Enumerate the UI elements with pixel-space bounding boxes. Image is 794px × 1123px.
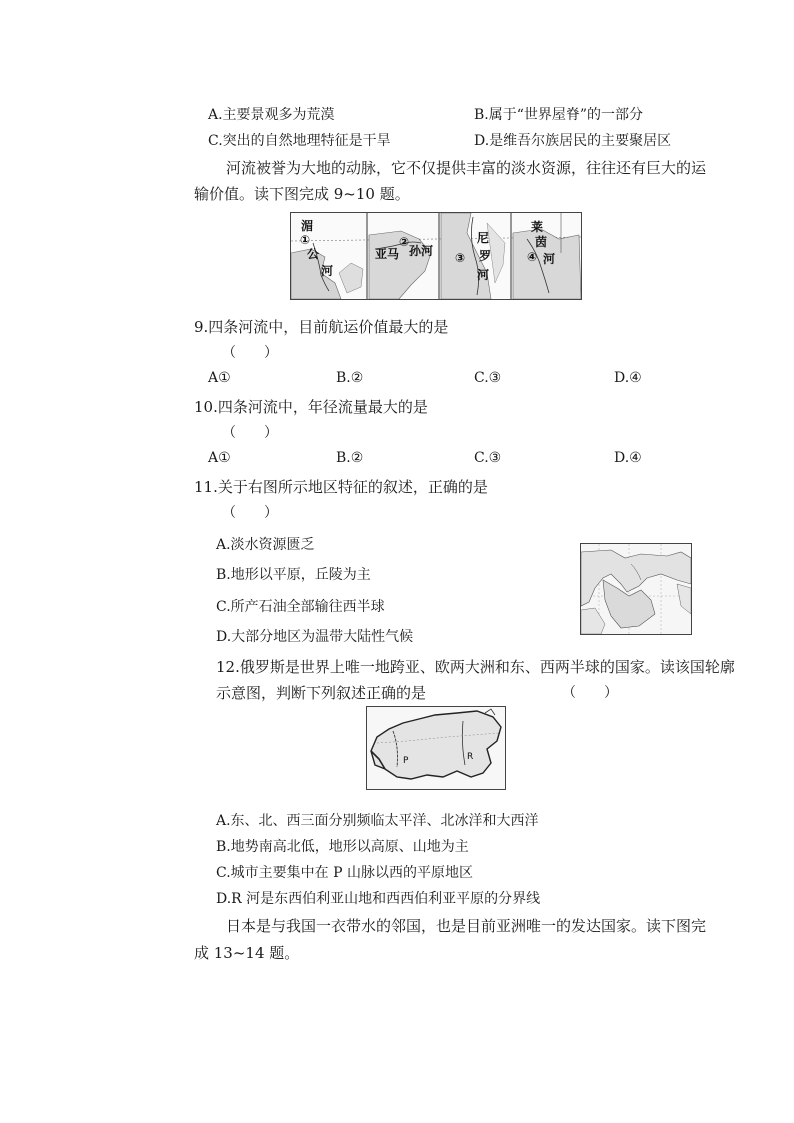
river4-number: ④ bbox=[527, 250, 538, 264]
river1-char1: 湄 bbox=[301, 219, 314, 233]
q10-stem: 10.四条河流中，年径流量最大的是 bbox=[194, 398, 428, 416]
river3-number: ③ bbox=[455, 251, 466, 265]
middle-east-map bbox=[580, 543, 692, 635]
russia-map-label-r: R bbox=[467, 752, 474, 762]
q11-option-c: C.所产石油全部输往西半球 bbox=[216, 599, 385, 615]
rivers-intro-line2: 输价值。读下图完成 9~10 题。 bbox=[194, 185, 410, 203]
river4-char2: 茵 bbox=[535, 235, 548, 249]
q11-answer-paren: （ ） bbox=[222, 505, 278, 521]
river2-number: ② bbox=[399, 235, 410, 249]
river3-char2: 罗 bbox=[479, 249, 492, 263]
river3-char1: 尼 bbox=[477, 231, 490, 245]
q8-option-b: B.属于“世界屋脊”的一部分 bbox=[474, 107, 644, 123]
q9-option-c: C.③ bbox=[474, 370, 502, 386]
q9-stem: 9.四条河流中，目前航运价值最大的是 bbox=[194, 318, 449, 336]
q9-option-a: A① bbox=[208, 370, 231, 386]
q10-option-d: D.④ bbox=[614, 450, 642, 466]
q11-stem: 11.关于右图所示地区特征的叙述，正确的是 bbox=[194, 478, 488, 496]
river1-char2: 公 bbox=[307, 247, 320, 261]
q11-option-b: B.地形以平原，丘陵为主 bbox=[216, 567, 371, 583]
q9-option-d: D.④ bbox=[614, 370, 642, 386]
japan-intro-line1: 日本是与我国一衣带水的邻国，也是目前亚洲唯一的发达国家。读下图完 bbox=[226, 917, 707, 935]
q10-option-c: C.③ bbox=[474, 450, 502, 466]
river1-number: ① bbox=[300, 233, 311, 247]
river4-char3: 河 bbox=[543, 252, 556, 266]
q11-option-a: A.淡水资源匮乏 bbox=[216, 537, 315, 553]
river2-left: 亚马 bbox=[375, 247, 400, 261]
q12-stem-line1: 12.俄罗斯是世界上唯一地跨亚、欧两大洲和东、西两半球的国家。读该国轮廓 bbox=[216, 658, 735, 676]
q9-option-b: B.② bbox=[336, 370, 364, 386]
q10-answer-paren: （ ） bbox=[222, 425, 278, 441]
q12-stem-line2: 示意图，判断下列叙述正确的是 bbox=[216, 684, 427, 702]
river4-char1: 莱 bbox=[531, 220, 544, 234]
river1-char3: 河 bbox=[321, 264, 334, 278]
q10-option-a: A① bbox=[208, 450, 231, 466]
q9-answer-paren: （ ） bbox=[222, 345, 278, 361]
q8-option-a: A.主要景观多为荒漠 bbox=[208, 107, 335, 123]
japan-intro-line2: 成 13~14 题。 bbox=[194, 944, 300, 962]
rivers-intro-line1: 河流被誉为大地的动脉，它不仅提供丰富的淡水资源，往往还有巨大的运 bbox=[226, 159, 707, 177]
russia-map-label-p: P bbox=[403, 756, 409, 766]
q12-option-a: A.东、北、西三面分别频临太平洋、北冰洋和大西洋 bbox=[216, 813, 539, 829]
q8-option-c: C.突出的自然地理特征是干旱 bbox=[208, 133, 391, 149]
q12-option-b: B.地势南高北低，地形以高原、山地为主 bbox=[216, 839, 469, 855]
q12-option-d: D.R 河是东西伯利亚山地和西西伯利亚平原的分界线 bbox=[216, 891, 541, 907]
river2-right: 孙河 bbox=[409, 244, 434, 258]
river3-char3: 河 bbox=[477, 268, 490, 282]
q11-option-d: D.大部分地区为温带大陆性气候 bbox=[216, 629, 414, 645]
q12-answer-paren: （ ） bbox=[562, 685, 618, 701]
q12-option-c: C.城市主要集中在 P 山脉以西的平原地区 bbox=[216, 865, 473, 881]
russia-map bbox=[366, 706, 506, 790]
rivers-map bbox=[290, 212, 582, 300]
q10-option-b: B.② bbox=[336, 450, 364, 466]
q8-option-d: D.是维吾尔族居民的主要聚居区 bbox=[474, 133, 672, 149]
